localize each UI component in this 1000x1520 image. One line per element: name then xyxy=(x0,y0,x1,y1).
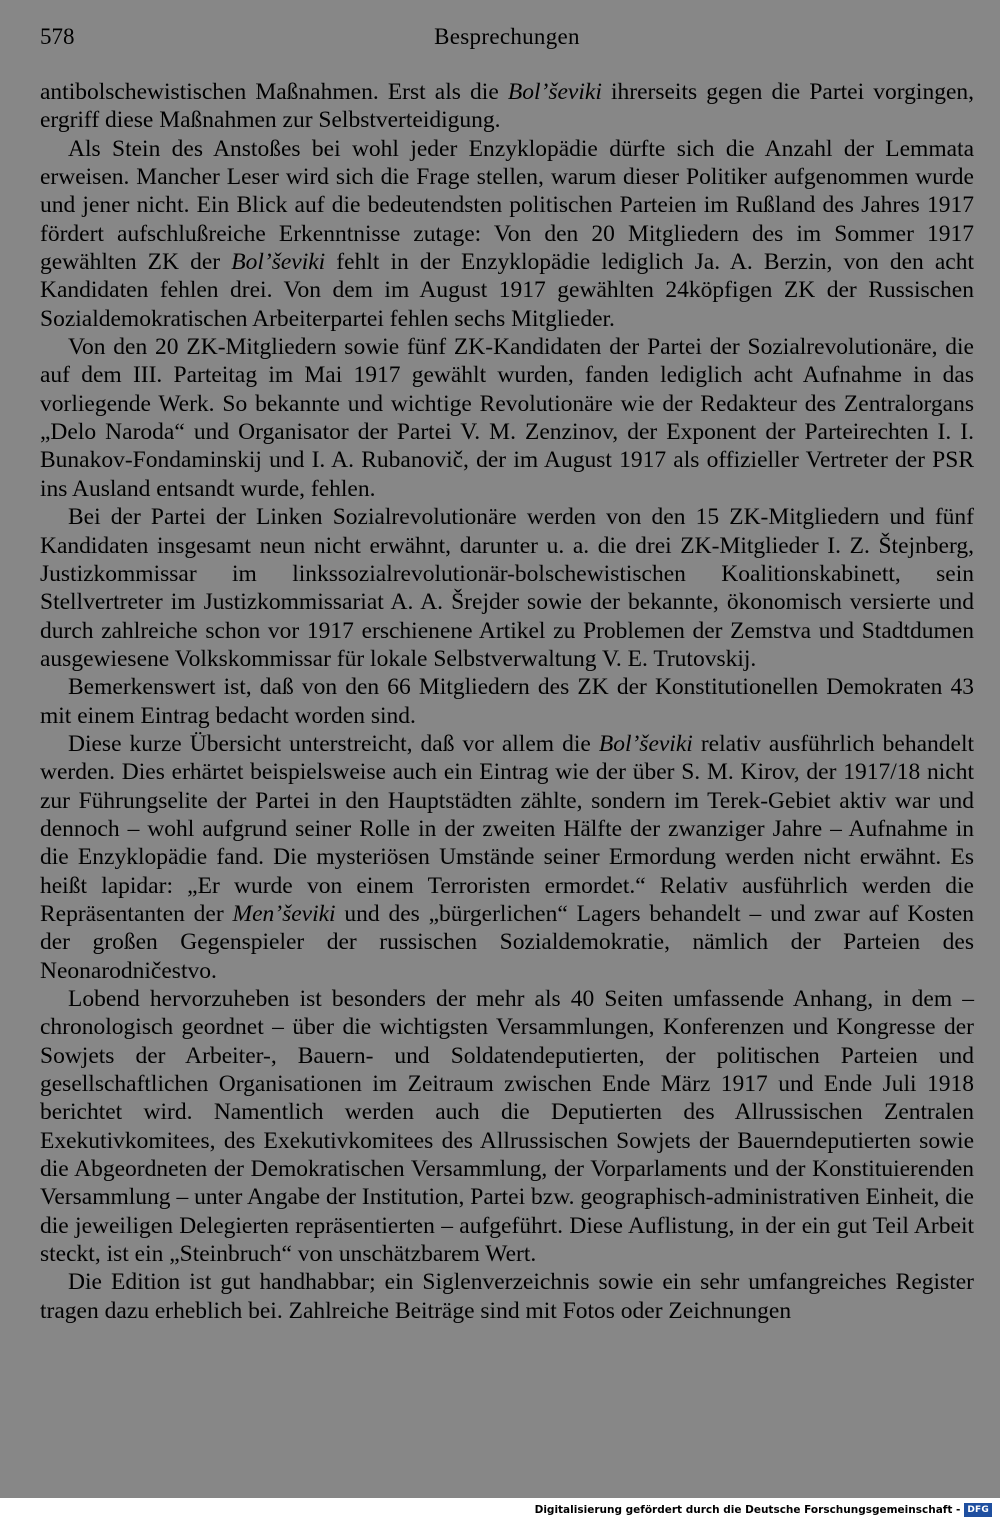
paragraph xyxy=(40,730,974,985)
running-head xyxy=(40,20,974,54)
text-segment: und des „bürgerlichen“ Lagers behandelt – und zwar auf Kosten der großen Gegenspieler der russischen Sozialdemokratie, nämlich der Parteien des Neonarodničestvo. xyxy=(40,900,974,984)
text-segment: antibolschewistischen Maßnahmen. Erst als die xyxy=(40,79,508,105)
paragraph xyxy=(40,135,974,333)
paragraph xyxy=(40,503,974,673)
paragraph xyxy=(40,333,974,503)
page-number: 578 xyxy=(40,24,75,49)
paragraph xyxy=(40,985,974,1268)
text-segment: Von den 20 ZK-Mitgliedern sowie fünf ZK-Kandidaten der Partei der Sozialrevolutionäre, die auf dem III. Parteitag im Mai 1917 gewählt wurden, fanden lediglich acht Aufnahme in das vorliegende Werk. So bekannte und wichtige Revolutionäre wie der Redakteur des Zentralorgans „Delo Naroda“ und Organisator der Partei V. M. Zenzinov, der Exponent der Parteirechten I. I. Bunakov-Fondaminskij und I. A. Rubanovič, der im August 1917 als offizieller Vertreter der PSR ins Ausland entsandt wurde, fehlen. xyxy=(40,334,974,502)
text-segment: relativ ausführlich behandelt werden. Dies erhärtet beispielsweise auch ein Eintrag wie der über S. M. Kirov, der 1917/18 nicht zur Führungselite der Partei in den Hauptstädten zählte, sondern im Terek-Gebiet aktiv war und dennoch – wohl aufgrund seiner Rolle in der zweiten Hälfte der zwanziger Jahre – Aufnahme in die Enzyklopädie fand. Die mysteriösen Umstände seiner Ermordung werden nicht erwähnt. Es heißt lapidar: „Er wurde von einem Terroristen ermordet.“ Relativ ausführlich werden die Repräsentanten der xyxy=(40,730,975,927)
text-segment: Diese kurze Übersicht unterstreicht, daß vor allem die xyxy=(68,730,599,757)
paragraph xyxy=(40,673,974,730)
text-segment: Bei der Partei der Linken Sozialrevolutionäre werden von den 15 ZK-Mitgliedern und fünf Kandidaten insgesamt neun nicht erwähnt, darunter u. a. die drei ZK-Mitglieder I. Z. Štejnberg, Justizkommissar im linkssozialrevolutionär-bolschewistischen Koalitionskabinett, sein Stellvertreter im Justizkommissariat A. A. Šrejder sowie der bekannte, ökonomisch versierte und durch zahlreiche schon vor 1917 erschienene Artikel zu Problemen der Zemstva und Stadtdumen ausgewiesene Volkskommissar für lokale Selbstverwaltung V. E. Trutovskij. xyxy=(40,504,974,672)
italic-term: Men’ševiki xyxy=(232,900,336,927)
text-segment: ihrerseits gegen die Partei vorgingen, ergriff diese Maßnahmen zur Selbstverteidigung. xyxy=(40,79,975,134)
paragraph xyxy=(40,78,974,135)
italic-term: Bol’ševiki xyxy=(507,79,602,105)
text-segment: Die Edition ist gut handhabbar; ein Siglenverzeichnis sowie ein sehr umfangreiches Register tragen dazu erheblich bei. Zahlreiche Beiträge sind mit Fotos oder Zeichnungen xyxy=(40,1269,974,1324)
text-segment: fehlt in der Enzyklopädie lediglich Ja. A. Berzin, von den acht Kandidaten fehlen drei. Von dem im August 1917 gewählten 24köpfigen ZK der Russischen Sozialdemokratischen Arbeiterpartei fehlen sechs Mitglieder. xyxy=(40,249,974,332)
running-title: Besprechungen xyxy=(434,24,580,49)
italic-term: Bol’ševiki xyxy=(598,730,693,757)
body-text xyxy=(40,78,974,1325)
credit-text: Digitalisierung gefördert durch die Deutsche Forschungsgemeinschaft - xyxy=(534,1504,961,1516)
dfg-logo-icon: DFG xyxy=(964,1503,992,1517)
italic-term: Bol’ševiki xyxy=(231,249,326,276)
digitization-credit xyxy=(535,1502,992,1518)
paragraph xyxy=(40,1268,974,1325)
text-segment: Bemerkenswert ist, daß von den 66 Mitgliedern des ZK der Konstitutionellen Demokraten 43 mit einem Eintrag bedacht worden sind. xyxy=(40,674,974,729)
text-segment: Lobend hervorzuheben ist besonders der mehr als 40 Seiten umfassende Anhang, in dem – chronologisch geordnet – über die wichtigsten Versammlungen, Konferenzen und Kongresse der Sowjets der Arbeiter-, Bauern- und Soldatendeputierten, der politischen Parteien und gesellschaftlichen Organisationen im Zeitraum zwischen Ende März 1917 und Ende Juli 1918 berichtet wird. Namentlich werden auch die Deputierten des Allrussischen Zentralen Exekutivkomitees, des Exekutivkomitees des Allrussischen Sowjets der Bauerndeputierten sowie die Abgeordneten der Demokratischen Versammlung, der Vorparlaments und der Konstituierenden Versammlung – unter Angabe der Institution, Partei bzw. geographisch-administrativen Einheit, die die jeweiligen Delegierten repräsentierten – aufgeführt. Diese Auflistung, in der ein gut Teil Arbeit steckt, ist ein „Steinbruch“ von unschätzbarem Wert. xyxy=(40,986,974,1268)
text-segment: Als Stein des Anstoßes bei wohl jeder Enzyklopädie dürfte sich die Anzahl der Lemmata erweisen. Mancher Leser wird sich die Frage stellen, warum dieser Politiker aufgenommen wurde und jener nicht. Ein Blick auf die bedeutendsten politischen Parteien im Rußland des Jahres 1917 fördert aufschlußreiche Erkenntnisse zutage: Von den 20 Mitgliedern des im Sommer 1917 gewählten ZK der xyxy=(40,135,974,276)
